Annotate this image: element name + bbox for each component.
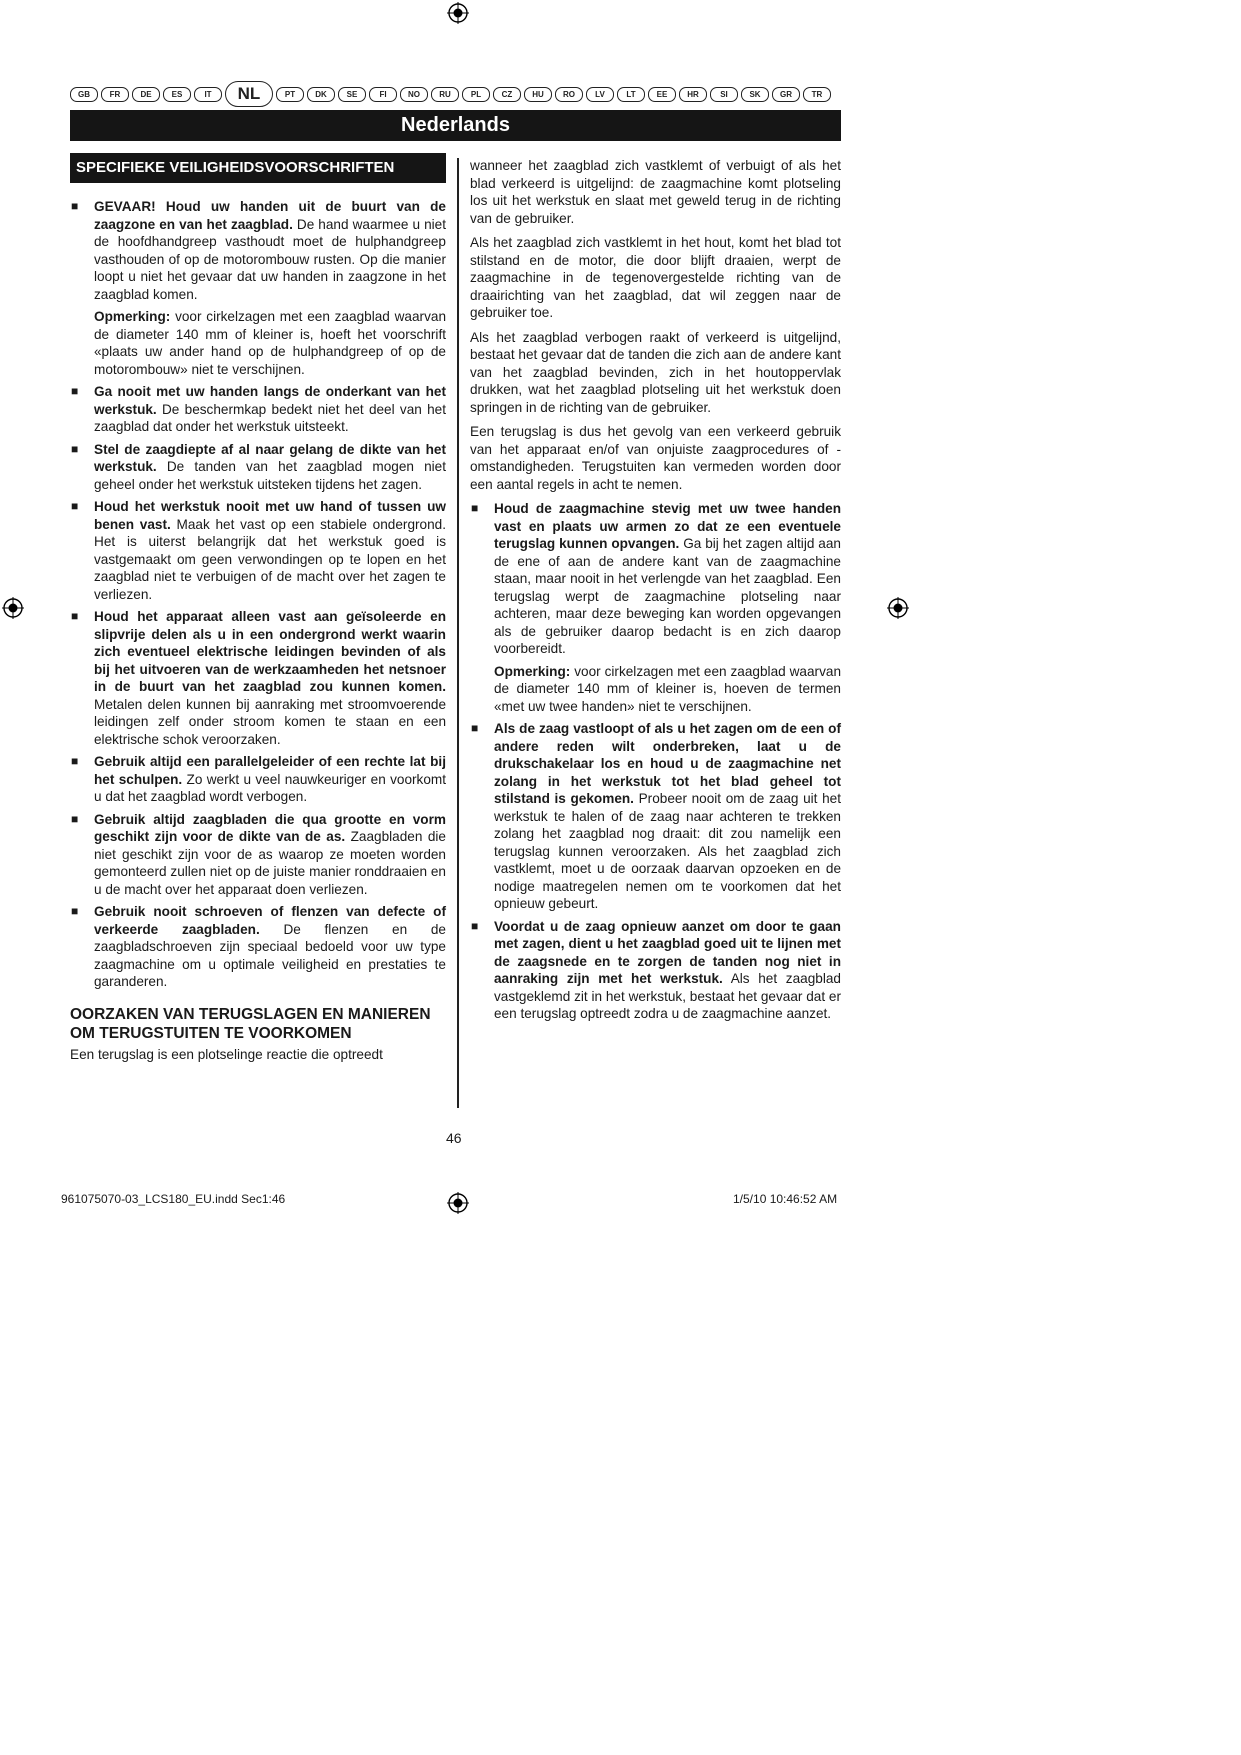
page-title: Nederlands — [70, 110, 841, 141]
lang-pill: FR — [101, 87, 129, 102]
note-label: Opmerking: — [94, 309, 171, 324]
bullet-square-icon: ■ — [71, 754, 79, 768]
item-bold: Houd de zaagmachine stevig met uw twee handen vast en plaats uw armen zo dat ze een eventuele terugslag kunnen opvangen. — [494, 501, 841, 551]
left-column — [70, 153, 446, 1070]
list-item — [70, 198, 446, 303]
item-text: De flenzen en de zaagbladschroeven zijn speciaal bedoeld voor uw type zaagmachine om u optimale veiligheid en prestaties te garanderen. — [94, 921, 446, 989]
lang-pill: PT — [276, 87, 304, 102]
paragraph: Als het zaagblad zich vastklemt in het hout, komt het blad tot stilstand en de motor, die door blijft draaien, werpt de zaagmachine in de tegenovergestelde richting van de draairichting van het zaagblad, dat wil zeggen naar de gebruiker toe. — [470, 235, 841, 320]
lang-pill: DE — [132, 87, 160, 102]
registration-mark-icon — [887, 597, 909, 619]
list-item — [70, 753, 446, 806]
list-item — [470, 918, 841, 1023]
item-bold: Stel de zaagdiepte af al naar gelang de dikte van het werkstuk. — [94, 441, 446, 474]
item-text: De hand waarmee u niet de hoofdhandgreep vasthoudt moet de hulphandgreep vasthouden of op de motorombouw rusten. Op die manier loopt u niet het gevaar dat uw handen in zaagzone in het zaagblad komen. — [94, 216, 446, 302]
lang-pill: EE — [648, 87, 676, 102]
item-text: Zo werkt u veel nauwkeuriger en voorkomt u dat het zaagblad wordt verbogen. — [94, 771, 446, 804]
list-item — [70, 498, 446, 603]
list-item — [470, 500, 841, 658]
item-text: Als het zaagblad vastgeklemd zit in het werkstuk, bestaat het gevaar dat er een terugslag optreedt zodra u de zaagmachine aanzet. — [494, 971, 841, 1021]
lang-pill: FI — [369, 87, 397, 102]
note — [470, 663, 841, 716]
column-divider — [457, 158, 459, 1108]
item-text: Zaagbladen die niet geschikt zijn voor de as waarop ze moeten worden gemonteerd zullen niet op de juiste manier ronddraaien en u de macht over het apparaat doen verliezen. — [94, 829, 446, 897]
lang-pill: LV — [586, 87, 614, 102]
list-item — [70, 608, 446, 748]
note-text: voor cirkelzagen met een zaagblad waarvan de diameter 140 mm of kleiner is, hoeven de termen «met uw twee handen» niet te verschijnen. — [494, 663, 841, 714]
page-number: 46 — [446, 1130, 462, 1146]
lang-pill: SI — [710, 87, 738, 102]
bullet-square-icon: ■ — [471, 721, 479, 735]
list-item — [70, 811, 446, 899]
list-item — [70, 383, 446, 436]
paragraph: Een terugslag is een plotselinge reactie die optreedt — [70, 1046, 383, 1062]
lang-pill: SK — [741, 87, 769, 102]
lang-pill: TR — [803, 87, 831, 102]
lang-pill: ES — [163, 87, 191, 102]
list-item — [70, 441, 446, 494]
bullet-square-icon: ■ — [471, 918, 479, 933]
lang-pill: DK — [307, 87, 335, 102]
bullet-square-icon: ■ — [71, 609, 79, 623]
lang-pill: CZ — [493, 87, 521, 102]
item-text: Probeer nooit om de zaag uit het werkstuk te halen of de zaag naar achteren te trekken zolang het zaagblad nog draait: dit zou namelijk een terugslag kunnen veroorzaken. Als het zaagblad zich vastklemt, moet u de oorzaak daarvan opzoeken en de nodige maatregelen nemen om te voorkomen dat het opnieuw gebeurt. — [494, 791, 841, 911]
registration-mark-icon — [2, 597, 24, 619]
registration-mark-icon — [447, 2, 469, 24]
subsection-heading: OORZAKEN VAN TERUGSLAGEN EN MANIEREN OM TERUGSTUITEN TE VOORKOMEN — [70, 1005, 431, 1042]
registration-mark-icon — [447, 1192, 469, 1214]
item-bold: Als de zaag vastloopt of als u het zagen om de een of andere reden wilt onderbreken, laat u de drukschakelaar los en houd u de zaagmachine net zolang in het werkstuk tot het blad geheel tot stilstand is gekomen. — [494, 721, 841, 806]
paragraph: Als het zaagblad verbogen raakt of verkeerd is uitgelijnd, bestaat het gevaar dat de tanden die zich aan de andere kant van het zaagblad bevinden, zich in het houtoppervlak drukken, wat het zaagblad plotseling uit het werkstuk doen springen in de richting van de gebruiker. — [470, 329, 841, 415]
lang-pill: HU — [524, 87, 552, 102]
note — [70, 308, 446, 378]
lang-pill: HR — [679, 87, 707, 102]
item-bold: Gebruik nooit schroeven of flenzen van defecte of verkeerde zaagbladen. — [94, 904, 446, 937]
bullet-square-icon: ■ — [71, 199, 79, 213]
item-bold: Houd het werkstuk nooit met uw hand of tussen uw benen vast. — [94, 499, 446, 532]
bullet-square-icon: ■ — [71, 904, 79, 918]
paragraph: Een terugslag is dus het gevolg van een verkeerd gebruik van het apparaat en/of van onjuiste zaagprocedures of -omstandigheden. Terugstuiten kan vermeden worden door een aantal regels in acht te nemen. — [470, 424, 841, 492]
paragraph: wanneer het zaagblad zich vastklemt of verbuigt of als het blad verkeerd is uitgelijnd: de zaagmachine komt plotseling los uit het werkstuk en slaat met geweld terug in de richting van de gebruiker. — [470, 158, 841, 226]
item-text: Maak het vast op een stabiele ondergrond. Het is uiterst belangrijk dat het werkstuk goed is vastgemaakt om geen verwondingen op te lopen en het zaagblad niet te verbuigen of de macht over het zagen te verliezen. — [94, 516, 446, 602]
footer-file-info: 961075070-03_LCS180_EU.indd Sec1:46 — [61, 1192, 286, 1206]
lang-pill-active: NL — [225, 81, 273, 107]
item-bold: Gebruik altijd een parallelgeleider of een rechte lat bij het schulpen. — [94, 754, 446, 787]
lang-pill: RO — [555, 87, 583, 102]
lang-pill: NO — [400, 87, 428, 102]
note-text: voor cirkelzagen met een zaagblad waarvan de diameter 140 mm of kleiner is, hoeft het voorschrift «plaats uw ander hand op de hulphandgreep of op de motorombouw» niet te verschijnen. — [94, 309, 446, 377]
lang-pill: LT — [617, 87, 645, 102]
item-bold: GEVAAR! Houd uw handen uit de buurt van de zaagzone en van het zaagblad. — [94, 199, 446, 232]
footer-timestamp: 1/5/10 10:46:52 AM — [733, 1192, 838, 1206]
lang-pill: PL — [462, 87, 490, 102]
language-bar — [70, 80, 840, 108]
note-label: Opmerking: — [494, 663, 571, 679]
item-text: De tanden van het zaagblad mogen niet geheel onder het werkstuk uitsteken tijdens het zagen. — [94, 459, 446, 492]
lang-pill: IT — [194, 87, 222, 102]
bullet-square-icon: ■ — [71, 499, 79, 513]
bullet-square-icon: ■ — [71, 384, 79, 398]
lang-pill: RU — [431, 87, 459, 102]
item-bold: Gebruik altijd zaagbladen die qua grootte en vorm geschikt zijn voor de dikte van de as. — [94, 811, 446, 844]
lang-pill: GR — [772, 87, 800, 102]
item-bold: Ga nooit met uw handen langs de onderkant van het werkstuk. — [94, 384, 446, 417]
item-bold: Voordat u de zaag opnieuw aanzet om door te gaan met zagen, dient u het zaagblad goed uit te lijnen met de zaagsnede en te zorgen de tanden nog niet in aanraking zijn met het werkstuk. — [494, 918, 841, 986]
section-heading: SPECIFIEKE VEILIGHEIDSVOORSCHRIFTEN — [70, 153, 446, 183]
item-bold: Houd het apparaat alleen vast aan geïsoleerde en slipvrije delen als u in een ondergrond werkt waarin zich eventueel elektrische leidingen bevinden of als bij het uitvoeren van de werkzaamheden het netsnoer in de buurt van het zaagblad zou kunnen komen. — [94, 609, 446, 694]
list-item — [470, 720, 841, 913]
list-item — [70, 903, 446, 991]
item-text: Ga bij het zagen altijd aan de ene of aan de andere kant van de zaagmachine staan, maar nooit in het verlengde van het zaagblad. Een terugslag werpt de zaagmachine plotseling naar achteren, maar deze beweging kan worden opgevangen als de gebruiker daarop bedacht is en zich daarop voorbereidt. — [494, 536, 841, 656]
lang-pill: SE — [338, 87, 366, 102]
item-text: Metalen delen kunnen bij aanraking met stroomvoerende leidingen zelf onder stroom komen te staan en een elektrische schok veroorzaken. — [94, 696, 446, 747]
lang-pill: GB — [70, 87, 98, 102]
right-column — [470, 157, 841, 1028]
bullet-square-icon: ■ — [71, 441, 79, 456]
bullet-square-icon: ■ — [471, 501, 479, 515]
bullet-square-icon: ■ — [71, 811, 79, 826]
item-text: De beschermkap bedekt niet het deel van het zaagblad dat onder het werkstuk uitsteekt. — [94, 401, 446, 434]
